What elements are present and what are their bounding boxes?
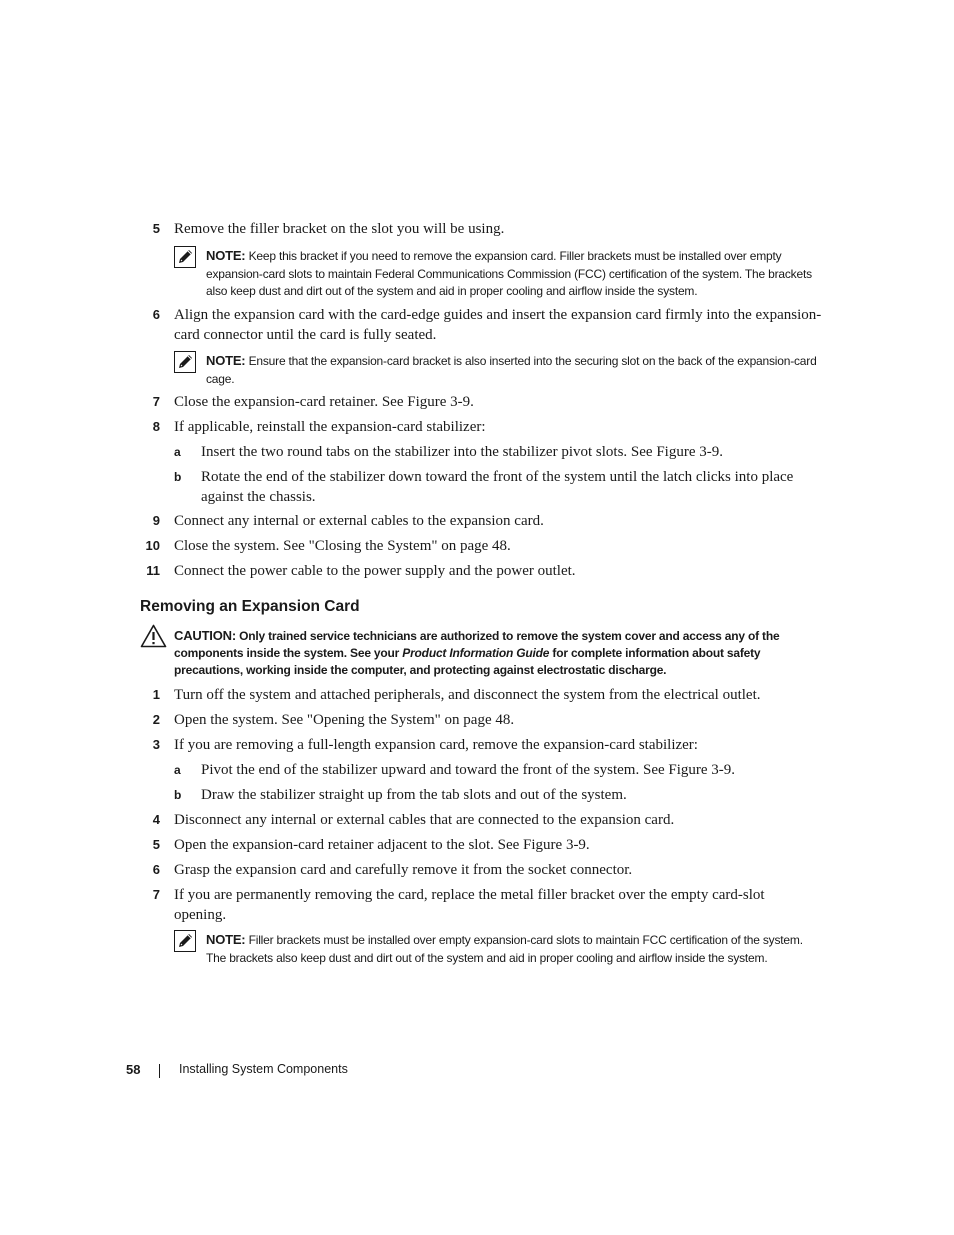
section-heading: Removing an Expansion Card <box>140 598 360 615</box>
note-text <box>206 352 818 388</box>
pencil-note-icon <box>174 930 196 952</box>
note-body: Keep this bracket if you need to remove the expansion card. Filler brackets must be installed over empty expansion-card slots to maintain Federal Communications Commission (FCC) certification of the system. The brackets also keep dust and dirt out of the system and aid in proper cooling and airflow inside the system. <box>206 249 812 298</box>
step-text: Connect any internal or external cables to the expansion card. <box>174 513 544 529</box>
step-number: 7 <box>152 394 160 409</box>
caution-body-cont: for complete information about safety precautions, working inside the computer, and protecting against electrostatic discharge. <box>174 646 761 677</box>
substep-letter: a <box>174 445 181 459</box>
step-text: Grasp the expansion card and carefully remove it from the socket connector. <box>174 862 633 878</box>
substep-letter: b <box>174 788 182 802</box>
substep-text: Pivot the end of the stabilizer upward and toward the front of the system. See Figure 3-9. <box>201 762 736 778</box>
step-text: Close the system. See "Closing the System" on page 48. <box>174 538 511 554</box>
step-text: Open the expansion-card retainer adjacent to the slot. See Figure 3-9. <box>174 837 590 853</box>
substep-text: Insert the two round tabs on the stabilizer into the stabilizer pivot slots. See Figure 3-9. <box>201 444 723 460</box>
step-number: 5 <box>152 837 160 852</box>
step-text: Remove the filler bracket on the slot you will be using. <box>174 221 505 237</box>
step-text: If applicable, reinstall the expansion-card stabilizer: <box>174 419 486 435</box>
step-number: 5 <box>152 221 160 236</box>
step-text: Open the system. See "Opening the System" on page 48. <box>174 712 515 728</box>
step-text: Disconnect any internal or external cables that are connected to the expansion card. <box>174 812 675 828</box>
note-label: NOTE: <box>206 248 246 263</box>
note-label: NOTE: <box>206 353 246 368</box>
step-text: If you are removing a full-length expansion card, remove the expansion-card stabilizer: <box>174 737 698 753</box>
note-body: Filler brackets must be installed over empty expansion-card slots to maintain FCC certification of the system. The brackets also keep dust and dirt out of the system and aid in proper cooling and airflow inside the system. <box>206 933 803 965</box>
step-number: 11 <box>146 563 160 578</box>
step-number: 8 <box>152 419 160 434</box>
substep-letter: b <box>174 470 182 484</box>
step-number: 3 <box>152 737 160 752</box>
note-label: NOTE: <box>206 932 246 947</box>
step-number: 4 <box>152 812 160 827</box>
footer-section-title: Installing System Components <box>179 1062 348 1076</box>
step-text: Connect the power cable to the power supply and the power outlet. <box>174 563 576 579</box>
caution-label: CAUTION: <box>174 628 236 643</box>
substep-text: Rotate the end of the stabilizer down toward the front of the system until the latch clicks into place against the chassis. <box>201 469 794 505</box>
step-number: 10 <box>145 538 160 553</box>
page-number: 58 <box>126 1062 141 1077</box>
step-number: 1 <box>152 687 160 702</box>
pencil-note-icon <box>174 351 196 373</box>
step-text: Turn off the system and attached peripherals, and disconnect the system from the electrical outlet. <box>174 687 761 703</box>
caution-text <box>174 627 814 679</box>
substep-letter: a <box>174 763 181 777</box>
note-body: Ensure that the expansion-card bracket is also inserted into the securing slot on the back of the expansion-card cage. <box>206 354 817 386</box>
step-number: 6 <box>152 862 160 877</box>
note-text <box>206 247 818 301</box>
step-number: 9 <box>152 513 160 528</box>
step-text: Close the expansion-card retainer. See Figure 3-9. <box>174 394 474 410</box>
step-text: If you are permanently removing the card, replace the metal filler bracket over the empty card-slot opening. <box>174 887 765 923</box>
step-number: 7 <box>152 887 160 902</box>
substep-text: Draw the stabilizer straight up from the tab slots and out of the system. <box>201 787 627 803</box>
pencil-note-icon <box>174 246 196 268</box>
step-number: 2 <box>152 712 160 727</box>
guide-title: Product Information Guide <box>402 646 550 660</box>
warning-triangle-icon <box>140 624 167 648</box>
note-text <box>206 931 818 967</box>
caution-body: Only trained service technicians are authorized to remove the system cover and access any of the components inside the system. See your <box>174 629 780 660</box>
step-number: 6 <box>152 307 160 322</box>
footer-divider <box>159 1064 160 1078</box>
step-text: Align the expansion card with the card-edge guides and insert the expansion card firmly into the expansion-card connector until the card is fully seated. <box>174 307 822 343</box>
